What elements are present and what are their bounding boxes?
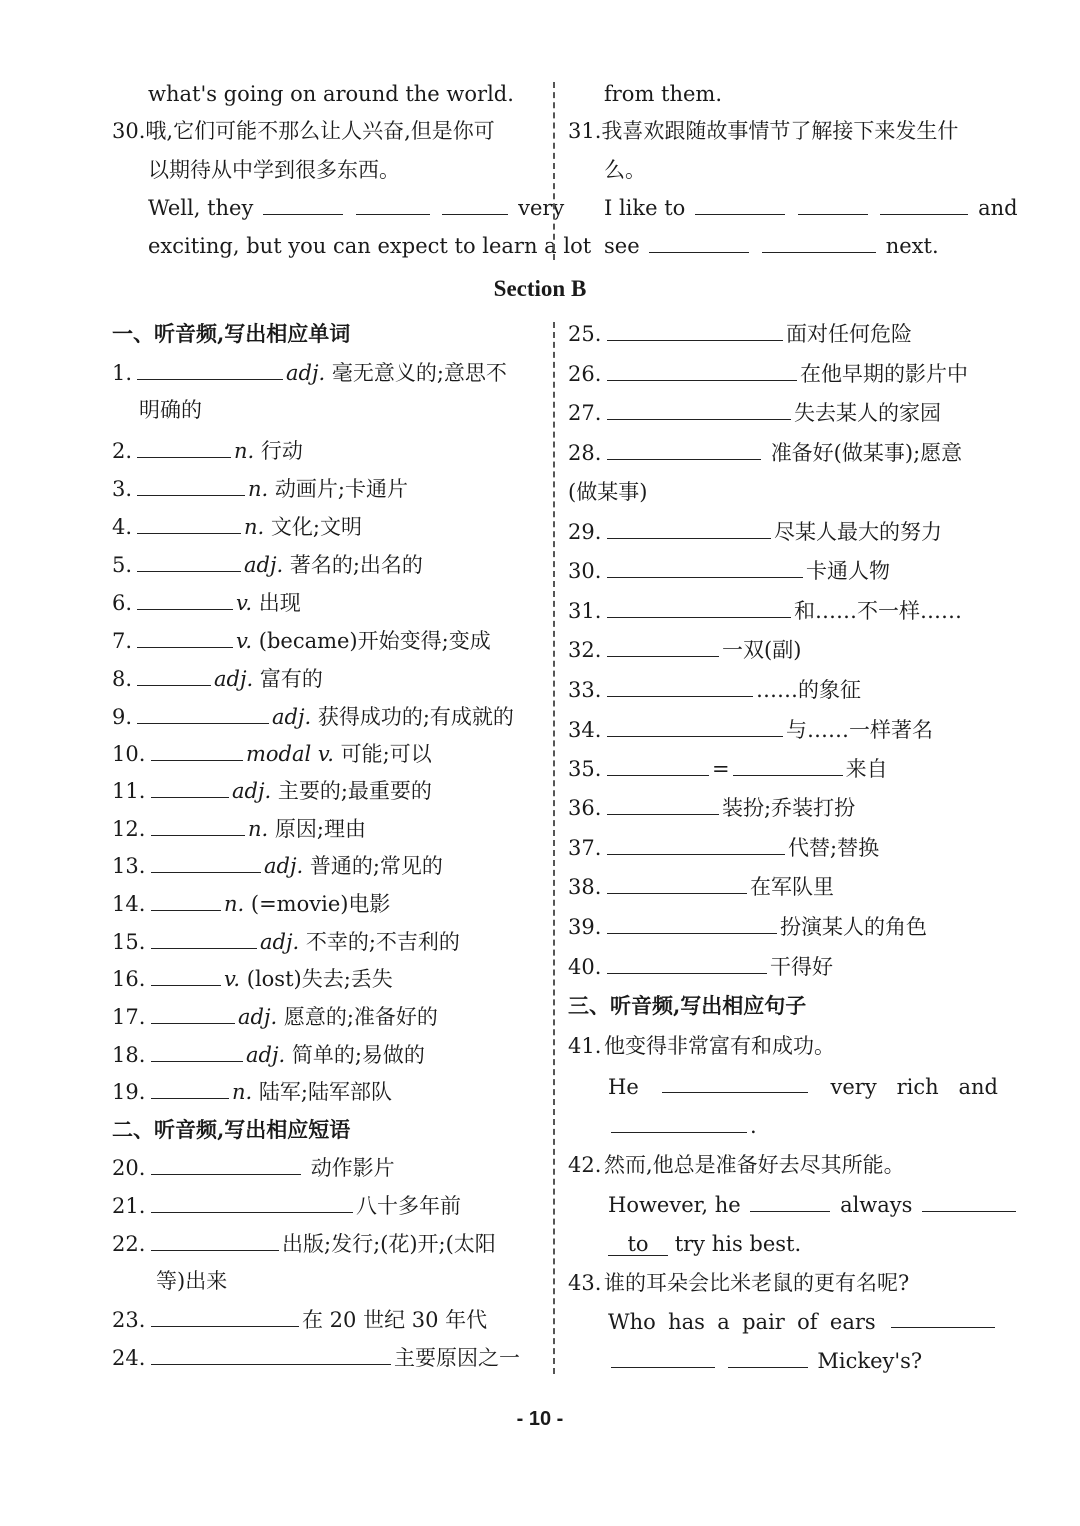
phrase-item: 35. = 来自 — [568, 757, 888, 781]
question-42-en: However, he always — [608, 1190, 998, 1220]
answer-blank[interactable] — [607, 913, 777, 934]
word-item: 17. adj. 愿意的;准备好的 — [112, 1005, 438, 1029]
phrase-item-continued: 等)出来 — [156, 1269, 228, 1293]
answer-blank[interactable] — [798, 194, 868, 215]
question-30-en-1: Well, they very — [148, 196, 565, 220]
question-43-zh: 43. 谁的耳朵会比米老鼠的更有名呢? — [568, 1271, 910, 1295]
question-31-en-1: I like to and — [604, 196, 1018, 220]
question-31-zh-1: 31.我喜欢跟随故事情节了解接下来发生什 — [568, 119, 959, 143]
filled-answer: to — [608, 1233, 668, 1256]
phrase-item: 24. 主要原因之一 — [112, 1346, 520, 1370]
answer-blank[interactable] — [151, 1344, 391, 1365]
phrase-item: 27. 失去某人的家园 — [568, 401, 941, 425]
word-item: 13. adj. 普通的;常见的 — [112, 854, 443, 878]
answer-blank[interactable] — [607, 597, 791, 618]
answer-blank[interactable] — [151, 852, 261, 873]
phrase-item: 23. 在 20 世纪 30 年代 — [112, 1308, 488, 1332]
word-item: 12. n. 原因;理由 — [112, 817, 366, 841]
phrase-item: 33. ……的象征 — [568, 678, 861, 702]
answer-blank[interactable] — [733, 755, 843, 776]
answer-blank[interactable] — [607, 557, 803, 578]
answer-blank[interactable] — [607, 360, 797, 381]
answer-blank[interactable] — [151, 1041, 243, 1062]
answer-blank[interactable] — [151, 1306, 299, 1327]
phrase-item: 38. 在军队里 — [568, 875, 834, 899]
page-number: - 10 - — [516, 1408, 564, 1430]
answer-blank[interactable] — [151, 928, 257, 949]
answer-blank[interactable] — [880, 194, 968, 215]
word-item: 2. n. 行动 — [112, 439, 303, 463]
column-divider-top — [553, 82, 555, 260]
answer-blank[interactable] — [662, 1072, 808, 1093]
answer-blank[interactable] — [151, 965, 221, 986]
word-item: 3. n. 动画片;卡通片 — [112, 477, 408, 501]
answer-blank[interactable] — [728, 1347, 808, 1368]
answer-blank[interactable] — [137, 703, 269, 724]
answer-blank[interactable] — [607, 636, 719, 657]
phrase-item: 26. 在他早期的影片中 — [568, 362, 968, 386]
word-item: 9. adj. 获得成功的;有成就的 — [112, 705, 514, 729]
answer-blank[interactable] — [151, 1192, 353, 1213]
answer-blank[interactable] — [607, 873, 747, 894]
phrase-item: 37. 代替;替换 — [568, 836, 880, 860]
word-item: 5. adj. 著名的;出名的 — [112, 553, 423, 577]
answer-blank[interactable] — [607, 834, 785, 855]
section-title: Section B — [493, 276, 587, 301]
answer-blank[interactable] — [151, 740, 243, 761]
answer-blank[interactable] — [137, 437, 231, 458]
question-43-en: Who has a pair of ears — [608, 1307, 998, 1337]
answer-blank[interactable] — [891, 1307, 995, 1328]
answer-blank[interactable] — [263, 194, 343, 215]
part2-heading: 二、听音频,写出相应短语 — [112, 1117, 351, 1142]
question-31-en-2: see next. — [604, 234, 939, 258]
phrase-item: 22. 出版;发行;(花)开;(太阳 — [112, 1232, 496, 1256]
part3-heading: 三、听音频,写出相应句子 — [568, 993, 807, 1018]
phrase-item: 30. 卡通人物 — [568, 559, 890, 583]
word-item: 8. adj. 富有的 — [112, 667, 323, 691]
answer-blank[interactable] — [137, 359, 283, 380]
phrase-item: 36. 装扮;乔装打扮 — [568, 796, 856, 820]
phrase-item: 21. 八十多年前 — [112, 1194, 461, 1218]
phrase-item: 25. 面对任何危险 — [568, 322, 912, 346]
phrase-item: 32. 一双(副) — [568, 638, 802, 662]
continuation-line: from them. — [604, 82, 723, 106]
question-31-zh-2: 么。 — [604, 158, 646, 182]
answer-blank[interactable] — [607, 794, 719, 815]
answer-blank[interactable] — [611, 1347, 715, 1368]
word-item-continued: 明确的 — [139, 398, 202, 422]
question-43-en-2: Mickey's? — [608, 1346, 998, 1376]
answer-blank[interactable] — [137, 551, 241, 572]
word-item: 16. v. (lost)失去;丢失 — [112, 967, 393, 991]
answer-blank[interactable] — [151, 1078, 229, 1099]
part1-heading: 一、听音频,写出相应单词 — [112, 321, 351, 346]
question-41-en: He very rich and — [608, 1072, 998, 1102]
answer-blank[interactable] — [356, 194, 430, 215]
question-30-en-2: exciting, but you can expect to learn a lot — [148, 234, 592, 258]
word-item: 7. v. (became)开始变得;变成 — [112, 629, 491, 653]
answer-blank[interactable] — [611, 1112, 747, 1133]
answer-blank[interactable] — [151, 815, 245, 836]
word-item: 11. adj. 主要的;最重要的 — [112, 779, 432, 803]
question-42-en-2: to try his best. — [608, 1229, 998, 1259]
phrase-item: 29. 尽某人最大的努力 — [568, 520, 942, 544]
word-item: 15. adj. 不幸的;不吉利的 — [112, 930, 460, 954]
phrase-item: 40. 干得好 — [568, 955, 833, 979]
word-item: 4. n. 文化;文明 — [112, 515, 362, 539]
answer-blank[interactable] — [442, 194, 508, 215]
answer-blank[interactable] — [607, 518, 771, 539]
word-item: 10. modal v. 可能;可以 — [112, 742, 432, 766]
word-item: 19. n. 陆军;陆军部队 — [112, 1080, 392, 1104]
phrase-item: 31. 和……不一样…… — [568, 599, 962, 623]
question-30-zh-2: 以期待从中学到很多东西。 — [148, 158, 400, 182]
answer-blank[interactable] — [607, 716, 783, 737]
question-30-zh-1: 30.哦,它们可能不那么让人兴奋,但是你可 — [112, 119, 495, 143]
answer-blank[interactable] — [137, 589, 233, 610]
answer-blank[interactable] — [607, 399, 791, 420]
word-item: 14. n. (=movie)电影 — [112, 892, 391, 916]
answer-blank[interactable] — [151, 1003, 235, 1024]
question-42-zh: 42. 然而,他总是准备好去尽其所能。 — [568, 1153, 905, 1177]
answer-blank[interactable] — [151, 890, 221, 911]
answer-blank[interactable] — [137, 513, 241, 534]
phrase-item: 28. 准备好(做某事);愿意 — [568, 441, 963, 465]
phrase-item: 20. 动作影片 — [112, 1156, 395, 1180]
answer-blank[interactable] — [137, 665, 211, 686]
answer-blank[interactable] — [607, 676, 753, 697]
answer-blank[interactable] — [750, 1191, 830, 1212]
phrase-item: 39. 扮演某人的角色 — [568, 915, 927, 939]
phrase-item: 34. 与……一样著名 — [568, 718, 933, 742]
column-divider-main — [553, 322, 555, 1374]
answer-blank[interactable] — [649, 232, 749, 253]
answer-blank[interactable] — [607, 439, 761, 460]
answer-blank[interactable] — [151, 1154, 301, 1175]
answer-blank[interactable] — [607, 953, 767, 974]
phrase-item-continued: (做某事) — [568, 480, 648, 504]
answer-blank[interactable] — [137, 475, 245, 496]
answer-blank[interactable] — [695, 194, 785, 215]
question-41-en-2: . — [608, 1111, 998, 1141]
question-41-zh: 41. 他变得非常富有和成功。 — [568, 1034, 835, 1058]
answer-blank[interactable] — [922, 1191, 1016, 1212]
answer-blank[interactable] — [151, 777, 229, 798]
answer-blank[interactable] — [762, 232, 876, 253]
word-item: 18. adj. 简单的;易做的 — [112, 1043, 425, 1067]
answer-blank[interactable] — [607, 320, 783, 341]
answer-blank[interactable] — [151, 1230, 279, 1251]
word-item: 6. v. 出现 — [112, 591, 301, 615]
answer-blank[interactable] — [137, 627, 233, 648]
answer-blank[interactable] — [607, 755, 709, 776]
continuation-line: what's going on around the world. — [148, 82, 514, 106]
word-item: 1. adj. 毫无意义的;意思不 — [112, 361, 507, 385]
